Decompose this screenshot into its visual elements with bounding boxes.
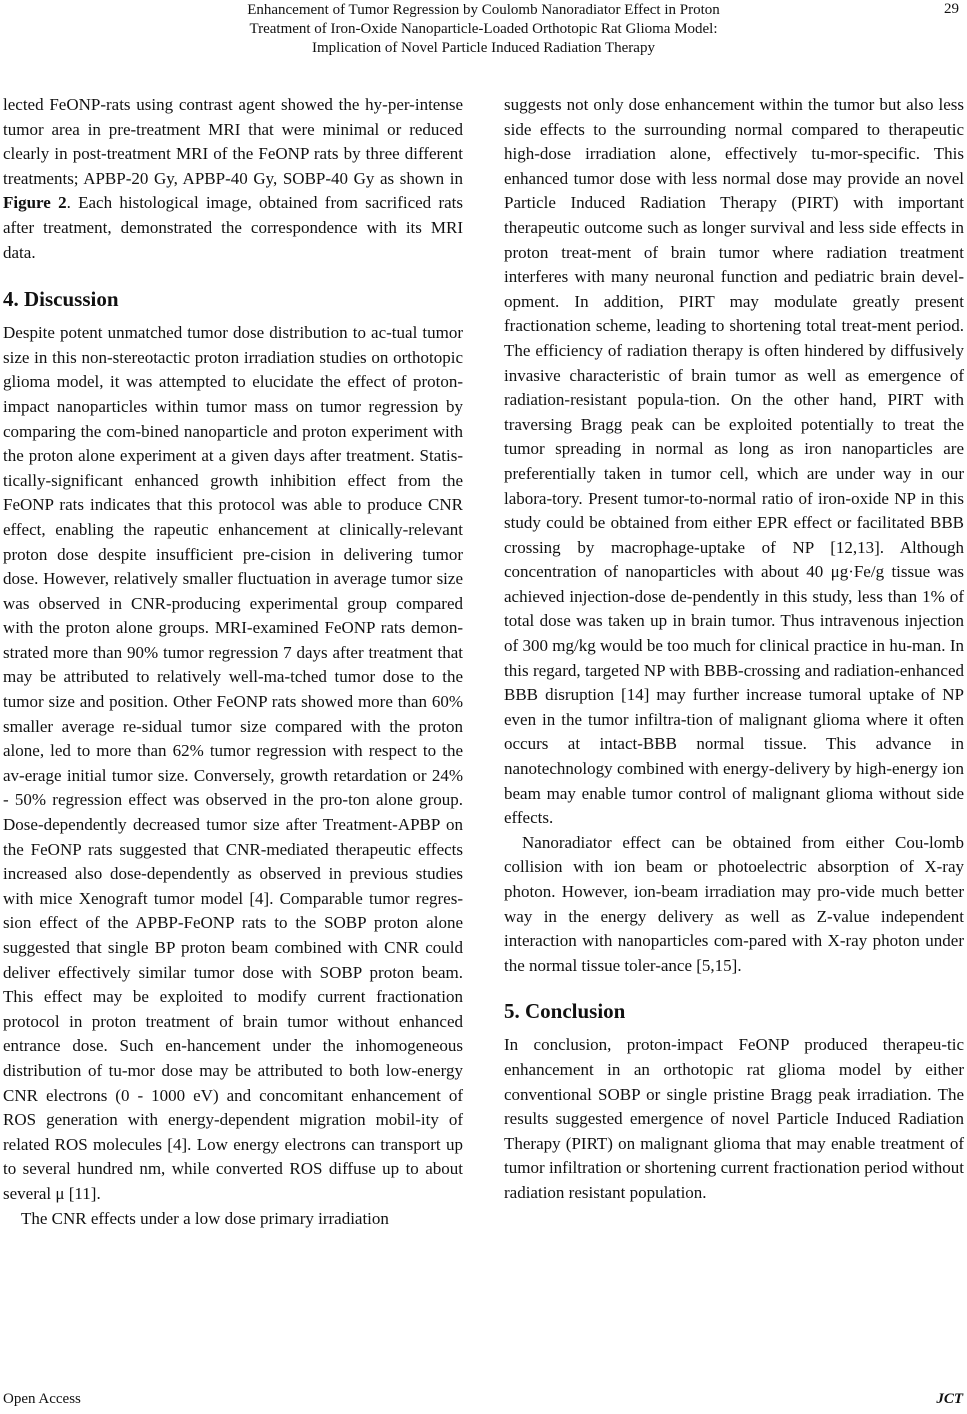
conclusion-paragraph: In conclusion, proton-impact FeONP produced therapeu-tic enhancement in an orthotopic rat glioma model by either conventional SOBP or single pristine Bragg peak irradiation. The results suggested emergence of novel Particle Induced Radiation Therapy (PIRT) on malignant glioma that may enable treatment of tumor infiltration or shortening current fractionation period without radiation resistant population. xyxy=(504,1035,964,1202)
results-continued-paragraph xyxy=(3,93,463,265)
discussion-paragraph-2-continued: suggests not only dose enhancement within the tumor but also less side effects to the surrounding normal compared to therapeutic high-dose irradiation alone, effectively tu-mor-specific. This enhanced tumor dose with less normal dose may provide an novel Particle Induced Radiation Therapy (PIRT) with important therapeutic outcome such as longer survival and less side effects in proton treat-ment of brain tumor where radiation treatment interferes with many neuronal function and pediatric brain devel-opment. In addition, PIRT may modulate greatly present fractionation scheme, leading to shortening total treat-ment period. The efficiency of radiation therapy is often hindered by diffusively invasive characteristic of brain tumor as well as emergence of radiation-resistant popula-tion. On the other hand, PIRT with traversing Bragg peak can be exploited potentially to treat the tumor spreading in normal as long as iron nanoparticles are preferentially taken in tumor cell, which are under way in our labora-tory. Present tumor-to-normal ratio of iron-oxide NP in this study could be obtained from either EPR effect or facilitated BBB crossing by macrophage-uptake of NP [12,13]. Although concentration of nanoparticles with about 40 μg·Fe/g tissue was achieved injection-dose de-pendently in this study, less than 1% of total dose was taken up in brain tumor. Thus intravenous injection of 300 mg/kg would be too much for clinical practice in hu-man. In this regard, targeted NP with BBB-crossing and radiation-enhanced BBB disruption [14] may further increase tumoral uptake of NP even in the tumor infiltra-tion of malignant glioma where it often occurs at intact-BBB normal tissue. This advance in nanotechnology combined with energy-delivery by high-energy ion beam may enable tumor control of malignant glioma without side effects. xyxy=(504,95,964,828)
paragraph-text: . Each histological image, obtained from sacrificed rats after treatment, demonstrated the correspondence with its MRI data. xyxy=(3,193,463,262)
page-number: 29 xyxy=(944,1,959,17)
conclusion-heading: 5. Conclusion xyxy=(504,999,626,1024)
left-column xyxy=(3,93,463,1231)
discussion-heading: 4. Discussion xyxy=(3,287,119,312)
figure-reference-link[interactable]: Figure 2 xyxy=(3,193,67,213)
header-title-line-1: Enhancement of Tumor Regression by Coulomb Nanoradiator Effect in Proton xyxy=(247,2,720,18)
right-column xyxy=(504,93,964,1206)
journal-abbreviation: JCT xyxy=(936,1391,963,1407)
discussion-paragraph-1: Despite potent unmatched tumor dose distribution to ac-tual tumor size in this non-stereotactic proton irradiation studies on orthotopic glioma model, it was attempted to elucidate the effect of proton-impact nanoparticles within tumor mass on tumor regression by comparing the com-bined nanoparticle and proton experiment with the proton alone experiment at a given days after treatment. Statis-tically-significant enhanced growth inhibition effect from the FeONP rats indicates that this protocol was able to produce CNR effect, enabling the rapeutic enhancement at clinically-relevant proton dose despite insufficient pre-cision in delivering tumor dose. However, relatively smaller fluctuation in average tumor size was observed in CNR-producing experimental group compared with the proton alone groups. MRI-examined FeONP rats demon-strated more than 90% tumor regression 7 days after treatment that may be attributed to relatively well-ma-tched tumor dose to the tumor size and position. Other FeONP rats showed more than 60% smaller average re-sidual tumor size compared with the proton alone, led to more than 62% tumor regression with respect to the av-erage initial tumor size. Conversely, growth retardation or 24% - 50% regression effect was observed in the pro-ton alone group. Dose-dependently decreased tumor size after Treatment-APBP on the FeONP rats suggested that CNR-mediated therapeutic effects increased also dose-dependently as observed in previous studies with mice Xenograft tumor model [4]. Comparable tumor regres-sion effect of the APBP-FeONP rats to the SOBP proton alone suggested that single BP proton beam combined with CNR could deliver effectively similar tumor dose with SOBP proton beam. This effect may be exploited to modify current fractionation protocol in proton treatment of brain tumor without enhanced entrance dose. Such en-hancement under the inhomogeneous distribution of tu-mor dose may be attributed to both low-energy CNR electrons (0 - 1000 eV) and concomitant enhancement of ROS generation with energy-dependent migration mobil-ity of related ROS molecules [4]. Low energy electrons can transport up to several hundred nm, while converted ROS diffuse up to about several μ [11]. xyxy=(3,323,463,1203)
discussion-paragraph-2: The CNR effects under a low dose primary irradiation xyxy=(21,1208,389,1228)
paragraph-text: lected FeONP-rats using contrast agent showed the hy-per-intense tumor area in pre-treatment MRI that were minimal or reduced clearly in post-treatment MRI of the FeONP rats by three different treatments; APBP-20 Gy, APBP-40 Gy, SOBP-40 Gy as shown in xyxy=(3,95,463,188)
open-access-label: Open Access xyxy=(3,1391,81,1407)
discussion-paragraph-3: Nanoradiator effect can be obtained from either Cou-lomb collision with ion beam or photoelectric absorption of X-ray photon. However, ion-beam irradiation may pro-vide much better way in the energy delivery as well as Z-value independent interaction with nanoparticles com-pared with X-ray photon under the normal tissue toler-ance [5,15]. xyxy=(504,832,964,975)
running-header xyxy=(0,0,967,58)
page-footer xyxy=(0,1391,967,1411)
header-title-line-2: Treatment of Iron-Oxide Nanoparticle-Loaded Orthotopic Rat Glioma Model: xyxy=(249,21,718,37)
header-title-line-3: Implication of Novel Particle Induced Radiation Therapy xyxy=(312,40,655,56)
